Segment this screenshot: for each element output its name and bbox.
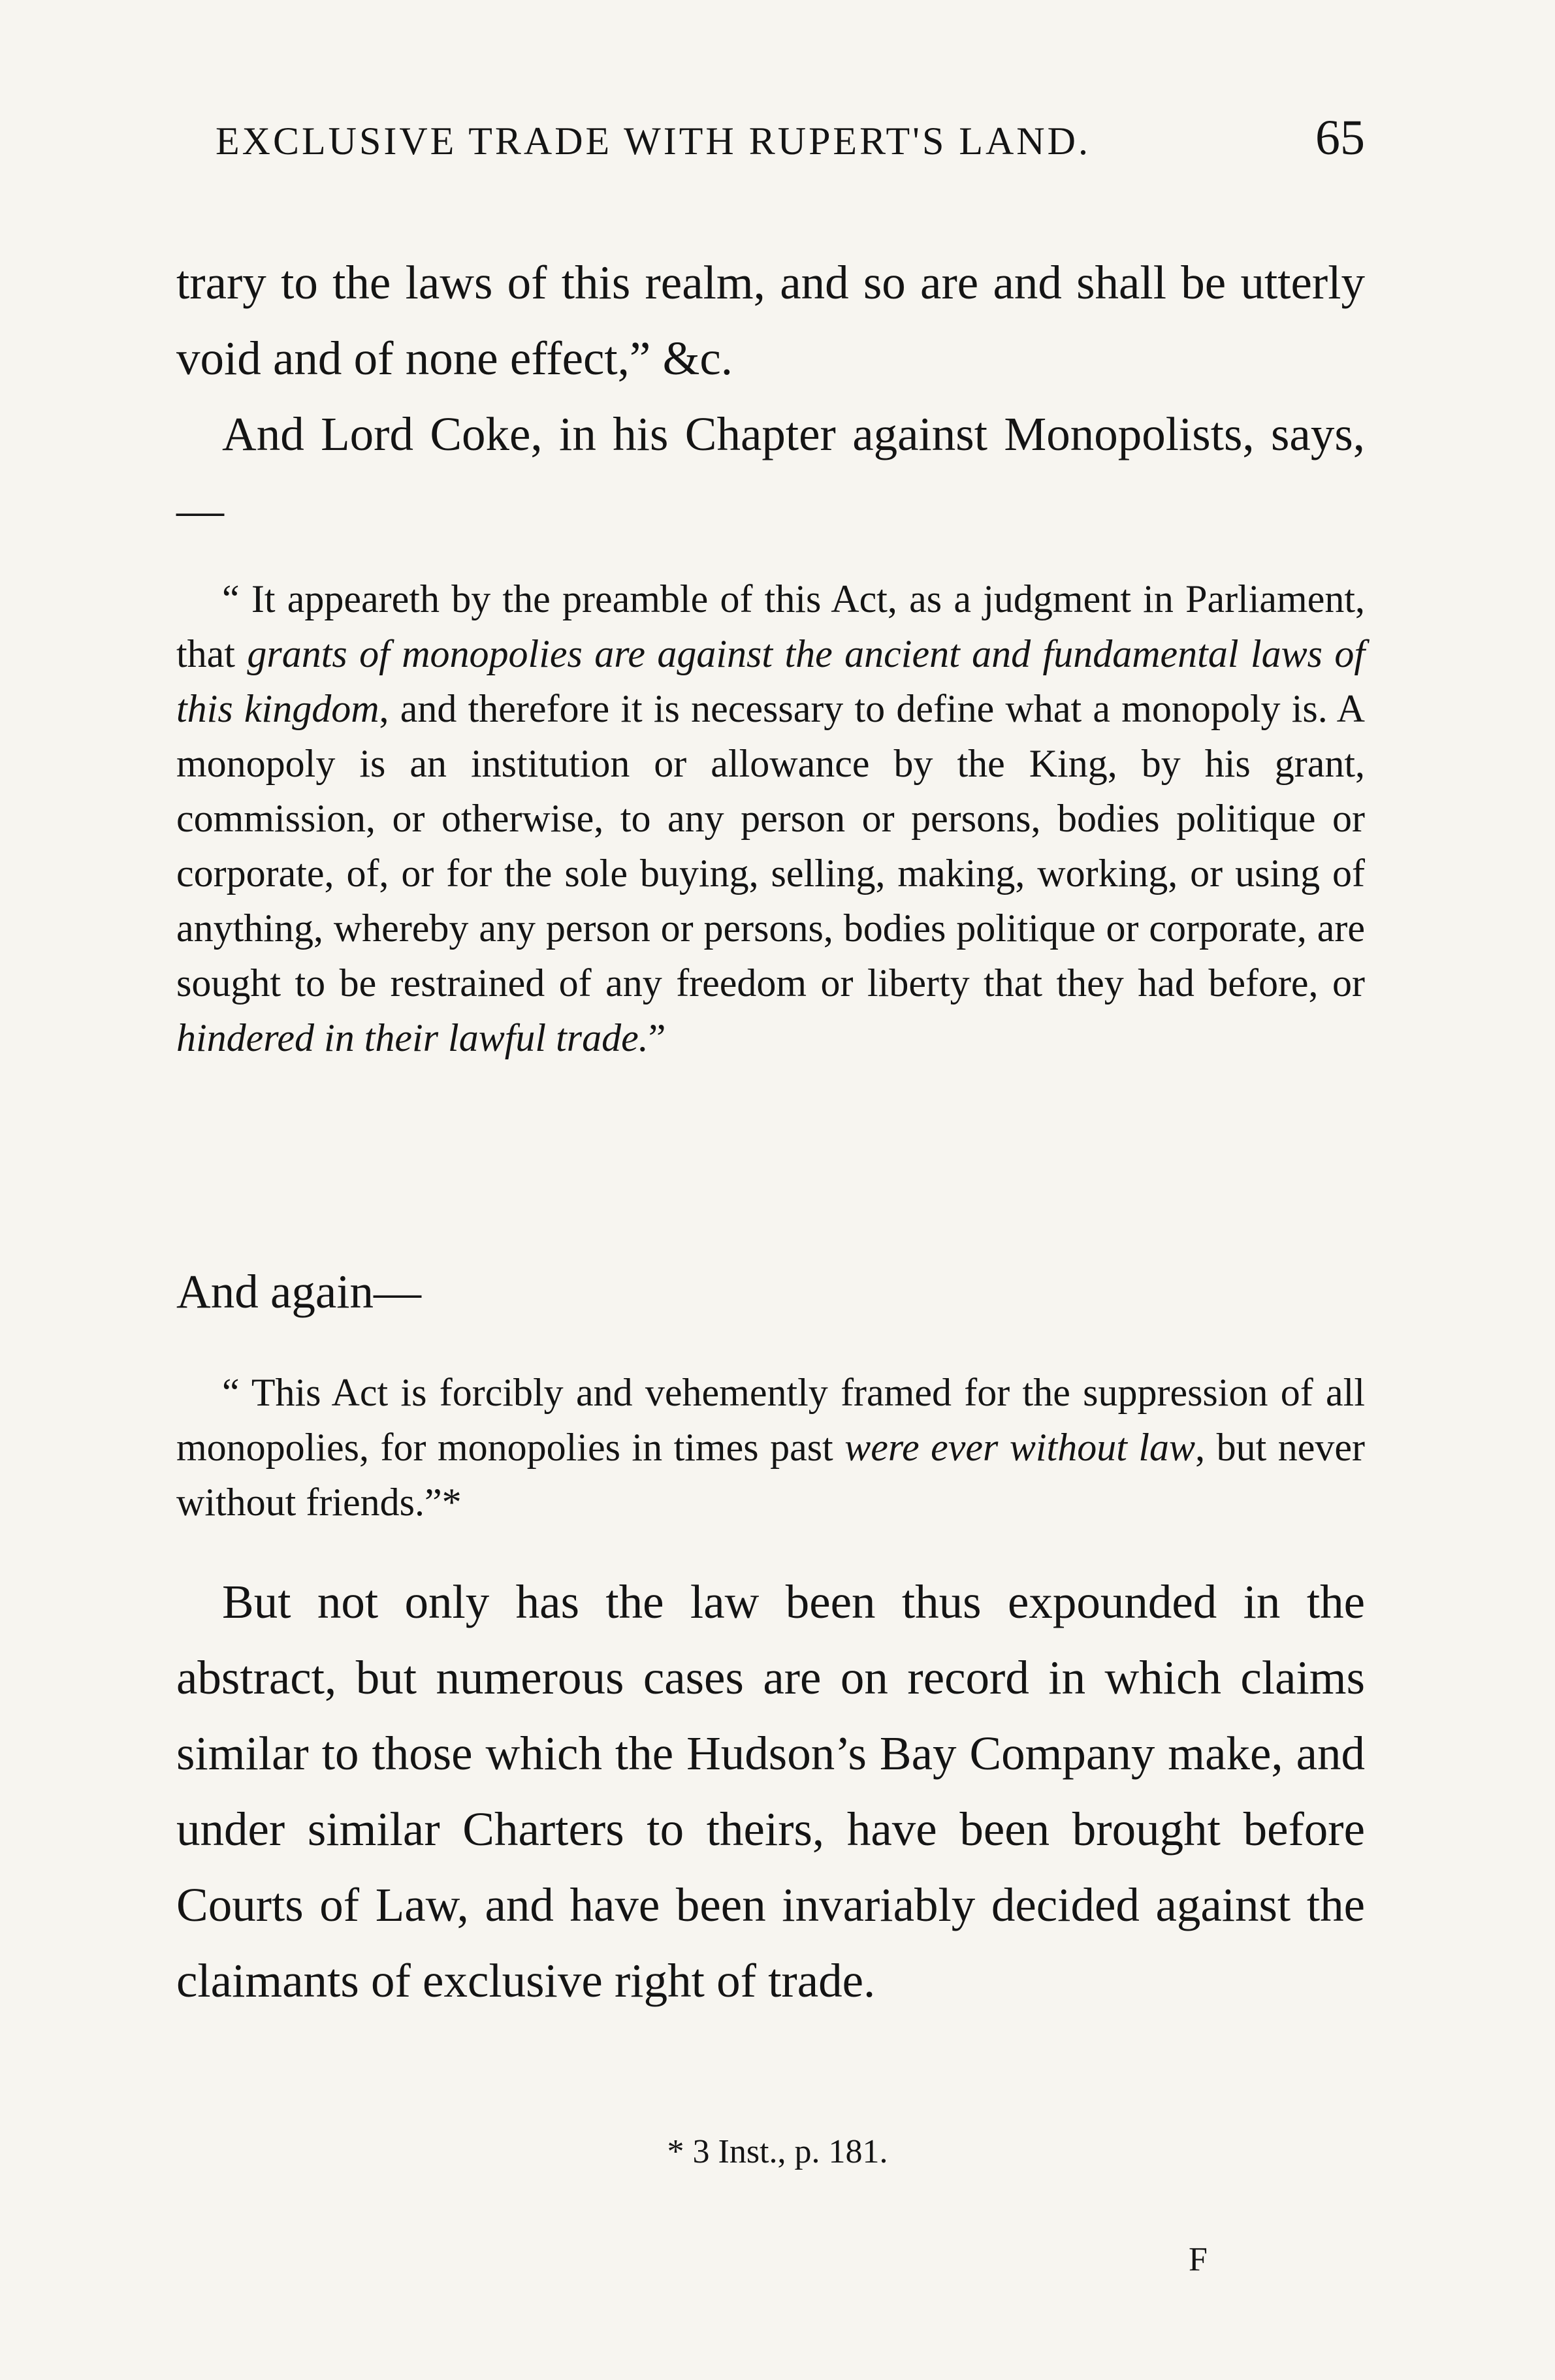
quote2-text-2: , but never without friends.”* [176,1426,1365,1524]
quote1-text-3: ” [648,1016,666,1059]
blockquote-coke [176,571,1365,1065]
quote1-text-2: , and therefore it is necessary to define what a monopoly is. A monopoly is an institution or allowance by the King, by his grant, commission, or otherwise, to any person or persons, bodies politique or corporate, of, or for the sole buying, selling, making, working, or using of anything, whereby any person or persons, bodies politique or corporate, are sought to be restrained of any freedom or liberty that they had before, or [176,687,1366,1005]
paragraph-1: trary to the laws of this realm, and so are and shall be utterly void and of none effect,” &c. [176,256,1365,385]
running-title: EXCLUSIVE TRADE WITH RUPERT'S LAND. [216,120,1091,163]
running-head [216,110,1365,167]
quote2-text-1: “ This Act is forcibly and vehemently framed for the suppression of all monopolies, for monopolies in times past [176,1371,1365,1469]
quote1-text-1: “ It appeareth by the preamble of this Act, as a judgment in Parliament, that [176,577,1365,675]
blockquote-again [176,1365,1365,1530]
quote1-italic-1: grants of monopolies are against the ancient and fundamental laws of this kingdom [176,632,1365,730]
paragraph-2: And Lord Coke, in his Chapter against Monopolists, says,— [176,408,1365,536]
paragraph-3: And again— [176,1265,422,1318]
quote1-italic-2: hindered in their lawful trade. [176,1016,649,1059]
page-number: 65 [1315,110,1365,165]
paragraph-4: But not only has the law been thus expounded in the abstract, but numerous cases are on record in which claims similar to those which the Hudson’s Bay Company make, and under similar Charters to theirs, have been brought before Courts of Law, and have been invariably decided against the claimants of exclusive right of trade. [176,1575,1365,2007]
signature-mark: F [1189,2241,1208,2278]
quote2-italic-1: were ever without law [844,1426,1196,1469]
footnote: * 3 Inst., p. 181. [667,2133,888,2170]
